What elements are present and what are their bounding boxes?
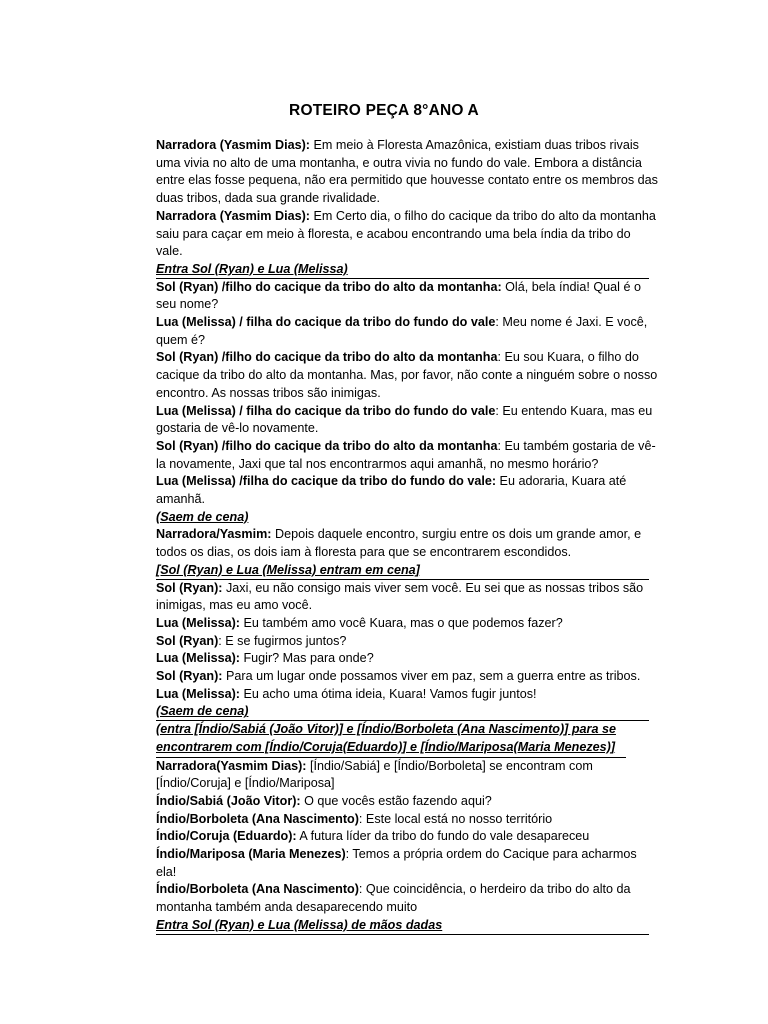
- speaker-name: Lua (Melissa) / filha do cacique da tribo do fundo do vale: [156, 315, 496, 330]
- dialogue-text: : Eu sou Kuara, o filho do cacique da tribo do alto da montanha. Mas, por favor, não conte a ninguém sobre o nosso encontro. As nossas tribos são inimigas.: [156, 350, 658, 400]
- dialogue-line: [156, 811, 658, 829]
- speaker-name: Narradora (Yasmim Dias):: [156, 208, 310, 223]
- stage-direction: (entra [Índio/Sabiá (João Vitor)] e [Índio/Borboleta (Ana Nascimento)] para se encontrarem com [Índio/Coruja(Eduardo)] e [Índio/Mariposa(Maria Menezes)]: [156, 721, 626, 757]
- dialogue-line: [156, 208, 658, 261]
- dialogue-line: [156, 526, 658, 561]
- dialogue-line: [156, 473, 658, 508]
- dialogue-line: [156, 881, 658, 916]
- stage-direction: [Sol (Ryan) e Lua (Melissa) entram em cena]: [156, 562, 649, 580]
- dialogue-line: [156, 793, 658, 811]
- dialogue-line: [156, 580, 658, 615]
- page-title: ROTEIRO PEÇA 8°ANO A: [289, 102, 479, 119]
- dialogue-text: Em Certo dia, o filho do cacique da tribo do alto da montanha saiu para caçar em meio à floresta, e acabou encontrando uma bela índia da tribo do vale.: [156, 208, 656, 259]
- speaker-name: Índio/Mariposa (Maria Menezes): [156, 847, 346, 862]
- stage-direction: (Saem de cena): [156, 509, 249, 524]
- dialogue-text: : Este local está no nosso território: [358, 811, 553, 826]
- dialogue-text: O que vocês estão fazendo aqui?: [300, 793, 492, 808]
- speaker-name: Sol (Ryan) /filho do cacique da tribo do alto da montanha:: [156, 279, 502, 294]
- dialogue-text: A futura líder da tribo do fundo do vale desapareceu: [296, 829, 590, 844]
- speaker-name: Lua (Melissa) /filha do cacique da tribo do fundo do vale:: [156, 474, 497, 489]
- dialogue-text: : E se fugirmos juntos?: [218, 633, 347, 648]
- speaker-name: Sol (Ryan):: [156, 580, 223, 595]
- speaker-name: Lua (Melissa):: [156, 651, 240, 666]
- dialogue-line: [156, 758, 658, 793]
- dialogue-line: [156, 403, 658, 438]
- dialogue-text: Em meio à Floresta Amazônica, existiam duas tribos rivais uma vivia no alto de uma montanha, e outra vivia no fundo do vale. Embora a distância entre elas fosse pequena, não era permitido que houvesse contato entre os membros das duas tribos, dada sua grande rivalidade.: [156, 138, 658, 206]
- speaker-name: Sol (Ryan) /filho do cacique da tribo do alto da montanha: [156, 438, 498, 453]
- dialogue-text: Eu também amo você Kuara, mas o que podemos fazer?: [239, 615, 563, 630]
- speaker-name: Lua (Melissa):: [156, 615, 240, 630]
- speaker-name: Índio/Borboleta (Ana Nascimento): [156, 882, 359, 897]
- script-body: [156, 137, 658, 935]
- dialogue-line: [156, 349, 658, 402]
- dialogue-text: [Índio/Sabiá] e [Índio/Borboleta] se encontram com [Índio/Coruja] e [Índio/Mariposa]: [156, 758, 593, 791]
- dialogue-text: : Eu entendo Kuara, mas eu gostaria de vê-lo novamente.: [156, 403, 653, 436]
- speaker-name: Lua (Melissa) / filha do cacique da tribo do fundo do vale: [156, 403, 496, 418]
- dialogue-line: [156, 438, 658, 473]
- dialogue-line: [156, 279, 658, 314]
- dialogue-line: [156, 137, 658, 208]
- dialogue-text: Eu adoraria, Kuara até amanhã.: [156, 474, 627, 507]
- dialogue-text: : Eu também gostaria de vê-la novamente, Jaxi que tal nos encontrarmos aqui amanhã, no mesmo horário?: [156, 438, 656, 471]
- speaker-name: Sol (Ryan):: [156, 669, 223, 684]
- dialogue-line: [156, 668, 658, 686]
- speaker-name: Sol (Ryan) /filho do cacique da tribo do alto da montanha: [156, 350, 498, 365]
- stage-direction: Entra Sol (Ryan) e Lua (Melissa): [156, 261, 649, 279]
- dialogue-text: Olá, bela índia! Qual é o seu nome?: [156, 279, 641, 312]
- stage-direction: (Saem de cena): [156, 703, 649, 721]
- dialogue-line: [156, 633, 658, 651]
- dialogue-line: [156, 314, 658, 349]
- speaker-name: Índio/Sabiá (João Vitor):: [156, 793, 301, 808]
- dialogue-line: [156, 846, 658, 881]
- stage-direction: Entra Sol (Ryan) e Lua (Melissa) de mãos dadas: [156, 917, 649, 935]
- speaker-name: Lua (Melissa):: [156, 686, 240, 701]
- dialogue-text: Jaxi, eu não consigo mais viver sem você. Eu sei que as nossas tribos são inimigas, mas eu amo você.: [156, 580, 644, 613]
- dialogue-text: Depois daquele encontro, surgiu entre os dois um grande amor, e todos os dias, os dois iam à floresta para que se encontrarem escondidos.: [156, 527, 642, 560]
- dialogue-text: Fugir? Mas para onde?: [239, 651, 374, 666]
- speaker-name: Sol (Ryan): [156, 633, 219, 648]
- speaker-name: Índio/Borboleta (Ana Nascimento): [156, 811, 359, 826]
- dialogue-line: [156, 615, 658, 633]
- dialogue-text: : Que coincidência, o herdeiro da tribo do alto da montanha também anda desaparecendo muito: [156, 882, 631, 915]
- speaker-name: Índio/Coruja (Eduardo):: [156, 829, 297, 844]
- dialogue-line: [156, 828, 658, 846]
- dialogue-line: [156, 650, 658, 668]
- dialogue-text: : Meu nome é Jaxi. E você, quem é?: [156, 315, 648, 347]
- dialogue-text: Para um lugar onde possamos viver em paz, sem a guerra entre as tribos.: [222, 669, 641, 684]
- speaker-name: Narradora(Yasmim Dias):: [156, 758, 307, 773]
- speaker-name: Narradora/Yasmim:: [156, 527, 272, 542]
- dialogue-line: [156, 686, 658, 704]
- speaker-name: Narradora (Yasmim Dias):: [156, 138, 310, 152]
- dialogue-text: : Temos a própria ordem do Cacique para acharmos ela!: [156, 847, 637, 879]
- dialogue-text: Eu acho uma ótima ideia, Kuara! Vamos fugir juntos!: [239, 686, 537, 701]
